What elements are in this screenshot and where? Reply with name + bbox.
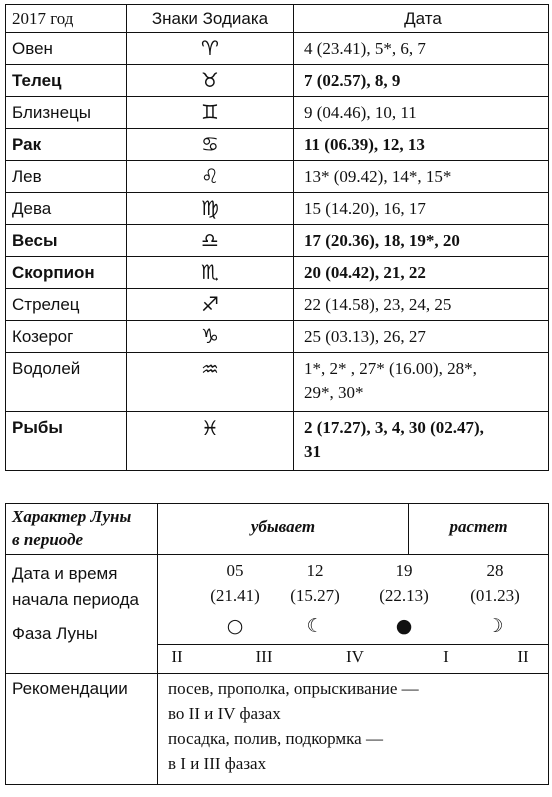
sign-name: Лев — [6, 161, 127, 193]
sign-name: Рыбы — [6, 412, 127, 471]
zodiac-row — [6, 161, 549, 193]
period-day: 12 — [306, 561, 324, 580]
character-label-line2: в периоде — [12, 530, 84, 549]
sign-dates-line1: 2 (17.27), 3, 4, 30 (02.47), — [304, 418, 484, 437]
zodiac-symbol-icon: ♑︎ — [127, 321, 294, 353]
zodiac-row — [6, 129, 549, 161]
character-label-line1: Характер Луны — [12, 507, 132, 526]
phase-numeral: IV — [346, 647, 364, 666]
waxing-cell — [409, 504, 549, 555]
sign-dates: 15 (14.20), 16, 17 — [294, 193, 549, 225]
zodiac-symbol-icon: ♌︎ — [127, 161, 294, 193]
phase-numeral: I — [443, 647, 449, 666]
sign-dates: 22 (14.58), 23, 24, 25 — [294, 289, 549, 321]
period-time: (01.23) — [470, 586, 520, 605]
sign-dates: 13* (09.42), 14*, 15* — [294, 161, 549, 193]
recommendation-line-1: посев, прополка, опрыскивание — — [168, 679, 419, 698]
sign-dates — [294, 412, 549, 471]
zodiac-symbol-icon: ♋︎ — [127, 129, 294, 161]
sign-dates: 7 (02.57), 8, 9 — [294, 65, 549, 97]
sign-dates: 9 (04.46), 10, 11 — [294, 97, 549, 129]
waxing-label: растет — [449, 517, 508, 536]
header-signs: Знаки Зодиака — [127, 5, 294, 33]
period-start-label-cell — [6, 555, 158, 674]
moon-phase-table — [5, 503, 549, 785]
zodiac-symbol-icon: ♒︎ — [127, 353, 294, 412]
recommendations-row — [6, 674, 549, 785]
zodiac-row — [6, 65, 549, 97]
sign-dates-line2: 29*, 30* — [304, 383, 364, 402]
zodiac-row — [6, 412, 549, 471]
period-time: (21.41) — [210, 586, 260, 605]
zodiac-row — [6, 257, 549, 289]
recommendation-line-3: посадка, полив, подкормка — — [168, 729, 383, 748]
sign-name: Рак — [6, 129, 127, 161]
zodiac-symbol-icon: ♐︎ — [127, 289, 294, 321]
sign-dates: 20 (04.42), 21, 22 — [294, 257, 549, 289]
character-label-cell — [6, 504, 158, 555]
sign-name: Весы — [6, 225, 127, 257]
period-time: (22.13) — [379, 586, 429, 605]
sign-name: Скорпион — [6, 257, 127, 289]
moon-character-row — [6, 504, 549, 555]
period-data-cell — [158, 555, 549, 674]
sign-name: Стрелец — [6, 289, 127, 321]
sign-dates: 17 (20.36), 18, 19*, 20 — [294, 225, 549, 257]
phase-numeral: III — [255, 647, 273, 666]
sign-name: Водолей — [6, 353, 127, 412]
zodiac-row — [6, 193, 549, 225]
period-day: 05 — [226, 561, 244, 580]
moon-phase-icon: ○ — [226, 615, 244, 637]
sign-name: Близнецы — [6, 97, 127, 129]
numeral-divider — [158, 644, 548, 645]
zodiac-symbol-icon: ♉︎ — [127, 65, 294, 97]
moon-phase-icon: ☽ — [486, 615, 504, 637]
zodiac-row — [6, 33, 549, 65]
recommendation-line-4: в I и III фазах — [168, 754, 267, 773]
sign-name: Овен — [6, 33, 127, 65]
recommendations-cell — [158, 674, 549, 785]
period-day: 19 — [395, 561, 413, 580]
zodiac-symbol-icon: ♈︎ — [127, 33, 294, 65]
phase-numeral: II — [517, 647, 529, 666]
moon-phase-icon: ☾ — [306, 615, 324, 637]
period-start-row — [6, 555, 549, 674]
phase-label: Фаза Луны — [12, 624, 98, 643]
recommendations-label: Рекомендации — [12, 679, 128, 698]
recommendations-label-cell — [6, 674, 158, 785]
zodiac-row — [6, 289, 549, 321]
phase-numeral: II — [171, 647, 183, 666]
sign-dates: 25 (03.13), 26, 27 — [294, 321, 549, 353]
zodiac-table-header — [6, 5, 549, 33]
sign-name: Дева — [6, 193, 127, 225]
sign-dates-line1: 1*, 2* , 27* (16.00), 28*, — [304, 359, 477, 378]
sign-dates — [294, 353, 549, 412]
period-time: (15.27) — [290, 586, 340, 605]
period-start-label-line1: Дата и время — [12, 564, 118, 583]
header-date: Дата — [294, 5, 549, 33]
header-year: 2017 год — [6, 5, 127, 33]
period-start-label-line2: начала периода — [12, 590, 139, 609]
waning-label: убывает — [250, 517, 316, 536]
sign-dates: 4 (23.41), 5*, 6, 7 — [294, 33, 549, 65]
period-day: 28 — [486, 561, 504, 580]
zodiac-symbol-icon: ♏︎ — [127, 257, 294, 289]
zodiac-symbol-icon: ♊︎ — [127, 97, 294, 129]
zodiac-row — [6, 353, 549, 412]
zodiac-table — [5, 4, 549, 471]
sign-dates: 11 (06.39), 12, 13 — [294, 129, 549, 161]
waning-cell — [158, 504, 409, 555]
zodiac-symbol-icon: ♓︎ — [127, 412, 294, 471]
zodiac-row — [6, 321, 549, 353]
recommendation-line-2: во II и IV фазах — [168, 704, 281, 723]
zodiac-symbol-icon: ♎︎ — [127, 225, 294, 257]
zodiac-symbol-icon: ♍︎ — [127, 193, 294, 225]
zodiac-row — [6, 225, 549, 257]
zodiac-row — [6, 97, 549, 129]
sign-dates-line2: 31 — [304, 442, 321, 461]
sign-name: Козерог — [6, 321, 127, 353]
sign-name: Телец — [6, 65, 127, 97]
moon-phase-icon: ● — [395, 615, 413, 637]
